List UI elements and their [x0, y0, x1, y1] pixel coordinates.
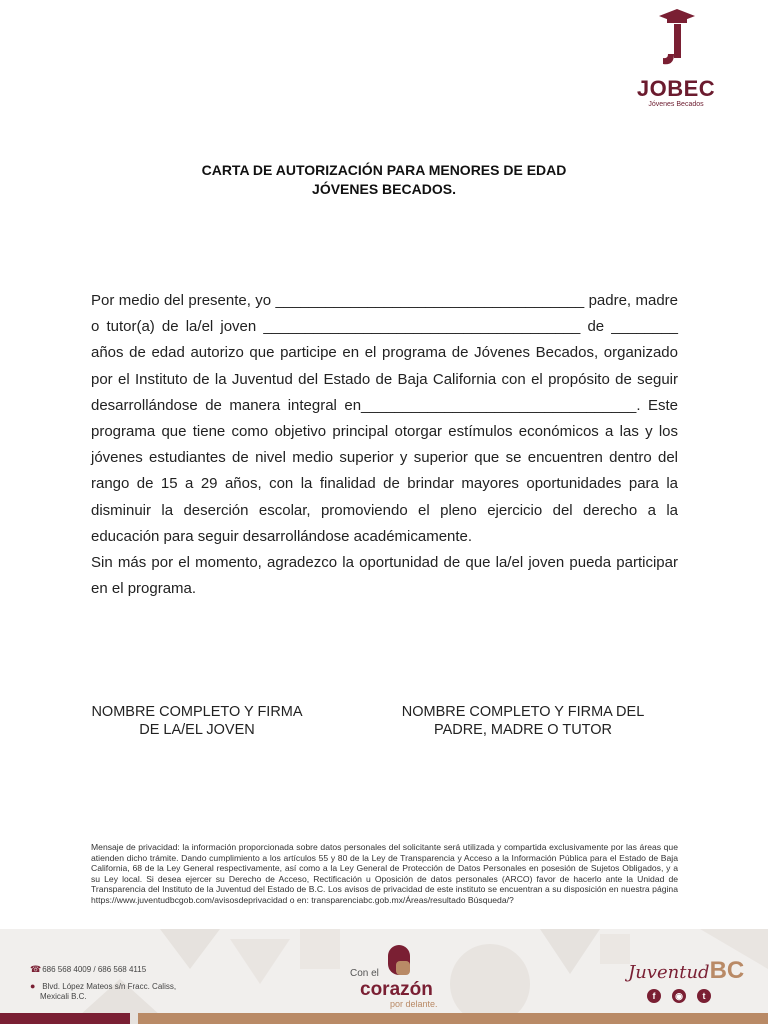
signature-label-line-2: DE LA/EL JOVEN — [139, 722, 255, 738]
document-title — [0, 161, 768, 199]
graduation-cap-j-icon — [655, 8, 699, 72]
title-line-2: JÓVENES BECADOS. — [312, 181, 456, 197]
footer-phone — [30, 964, 146, 975]
phone-icon: ☎ — [30, 964, 42, 974]
signature-label-line-1: NOMBRE COMPLETO Y FIRMA DEL — [401, 704, 645, 720]
letter-body — [91, 288, 678, 602]
privacy-notice: Mensaje de privacidad: la información proporcionada sobre datos personales del solicitante será utilizada y compartida exclusivamente por las áreas que atienden dicho trámite. Dando cumplimiento a los artículos 55 y 80 de la Ley de Transparencia y Acceso a la Información Pública para el Estado de Baja California, 68 de la Ley General respectivamente, así como a la Ley General de Protección de Datos Personales en posesión de Sujetos Obligados, y a su Ley local. Si desea ejercer su Derecho de Acceso, Rectificación u Oposición de datos personales (ARCO) favor de hacerlo ante la Unidad de Transparencia del Instituto de la Juventud del Estado de B.C. Los avisos de privacidad de este instituto se encuentran a su disposición en nuestra página https://www.juventudbcgob.com/avisosdeprivacidad o en: transparenciabc.gob.mx/Áreas/resultado Búsqueda/? — [91, 842, 678, 905]
twitter-icon[interactable]: t — [697, 989, 711, 1003]
brand-bc: BC — [709, 957, 745, 984]
footer-bar-accent — [138, 1013, 768, 1024]
footer-bar-primary — [0, 1013, 130, 1024]
heart-mark-icon — [384, 943, 414, 977]
logo-tagline: Jóvenes Becados — [648, 101, 704, 108]
signature-block-youth — [86, 703, 308, 739]
con-el-corazon-logo — [350, 943, 450, 1009]
signature-label-line-2: PADRE, MADRE O TUTOR — [433, 722, 613, 738]
closing-paragraph: Sin más por el momento, agradezco la oportunidad de que la/el joven pueda participar en el programa. — [91, 554, 678, 598]
signature-block-guardian — [392, 703, 654, 739]
logo-text-por-delante: por delante. — [390, 999, 438, 1009]
phone-text: 686 568 4009 / 686 568 4115 — [42, 965, 147, 974]
logo-text-corazon: corazón — [360, 979, 433, 1000]
signature-label-line-1: NOMBRE COMPLETO Y FIRMA — [91, 704, 303, 720]
footer-address — [30, 981, 176, 1002]
logo-wordmark: JOBEC — [636, 76, 716, 101]
logo-text-con-el: Con el — [350, 968, 379, 979]
facebook-icon[interactable]: f — [647, 989, 661, 1003]
address-line-2: Mexicali B.C. — [40, 992, 87, 1001]
footer-banner — [0, 929, 768, 1024]
brand-script: Juventud — [628, 962, 710, 983]
juventud-bc-logo — [628, 957, 744, 985]
location-pin-icon: ● — [30, 981, 36, 991]
instagram-icon[interactable]: ◉ — [672, 989, 686, 1003]
address-line-1: Blvd. López Mateos s/n Fracc. Caliss, — [42, 982, 177, 991]
title-line-1: CARTA DE AUTORIZACIÓN PARA MENORES DE EDAD — [201, 162, 567, 178]
jobec-logo — [628, 8, 728, 108]
authorization-paragraph: Por medio del presente, yo _____________________________________ padre, madre o tutor(a) de la/el joven ______________________________________ de ________ años de edad autorizo que participe en el programa de Jóvenes Becados, organizado por el Instituto de la Juventud del Estado de Baja California con el propósito de seguir desarrollándose de manera integral en_________________________________. Este programa que tiene como objetivo principal otorgar estímulos económicos a las y los jóvenes estudiantes de nivel medio superior y superior que se encuentren dentro del rango de 15 a 29 años, con la finalidad de brindar mayores oportunidades para la disminuir la deserción escolar, promoviendo el pleno ejercicio del derecho a la educación para seguir desarrollándose académicamente. — [91, 292, 678, 545]
